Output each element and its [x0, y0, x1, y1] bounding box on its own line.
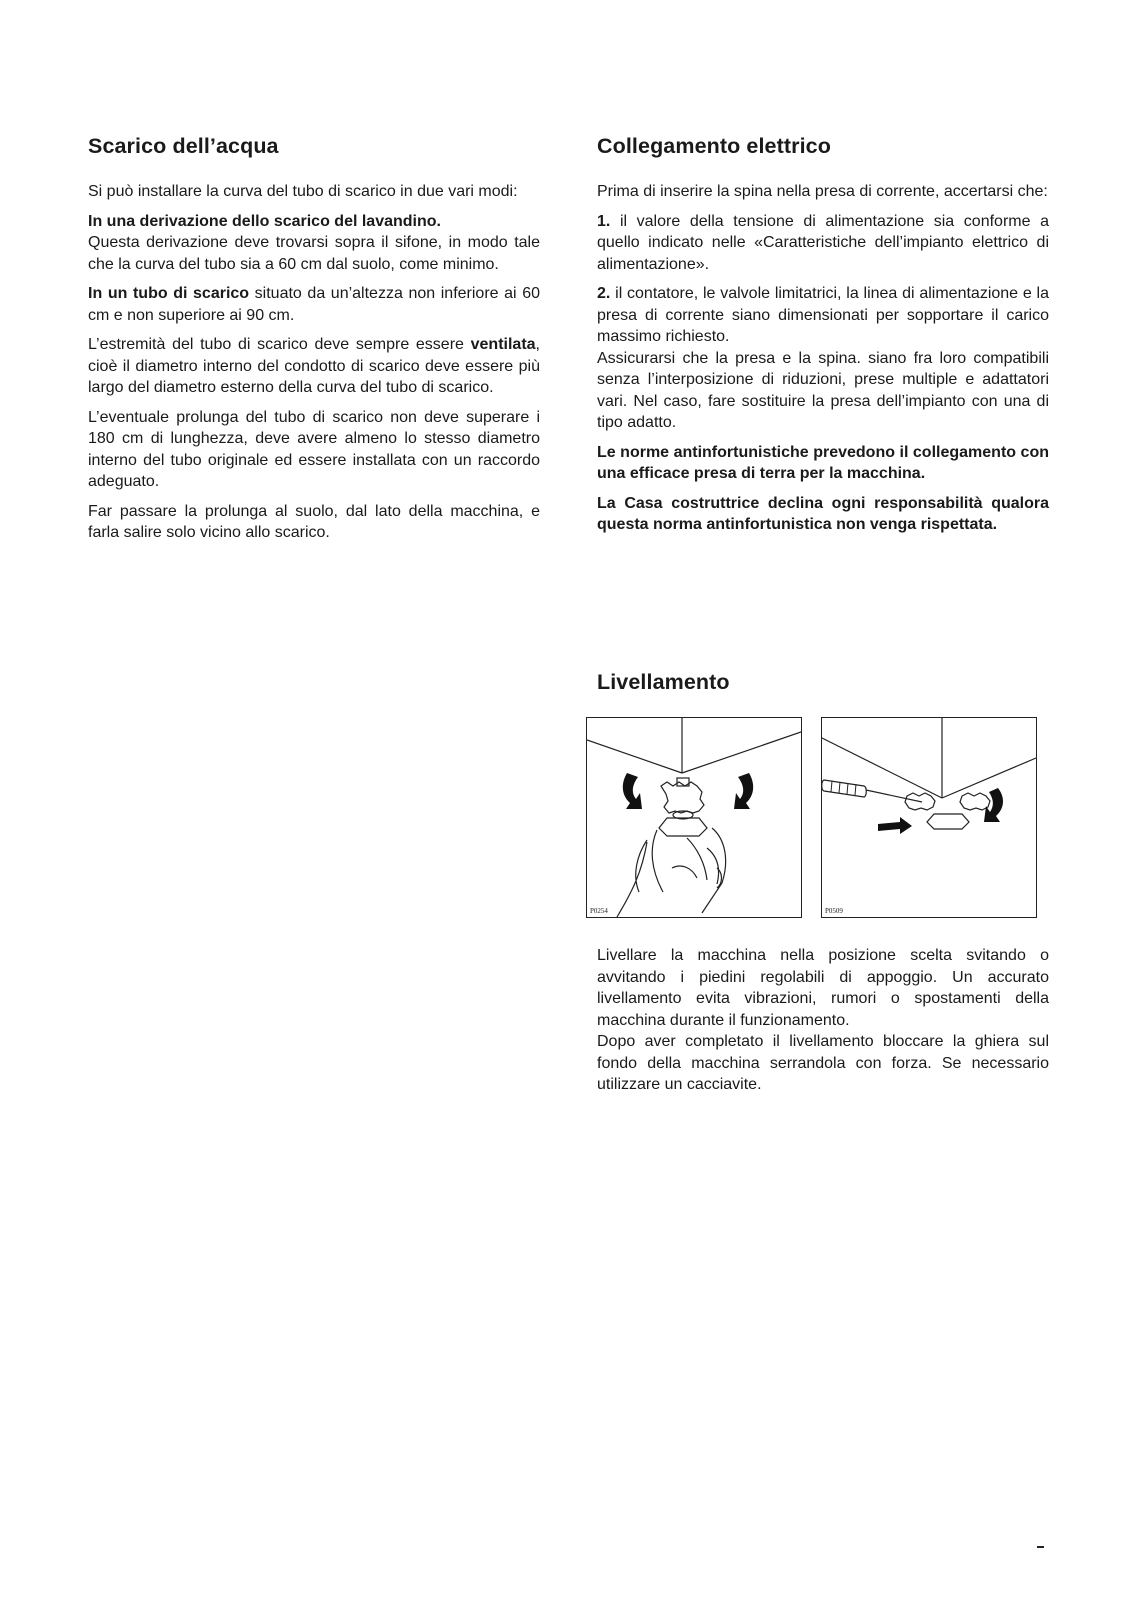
drain-option2: [88, 283, 540, 326]
drain-extension: L’eventuale prolunga del tubo di scarico non deve superare i 180 cm di lunghezza, deve avere almeno lo stesso diametro interno del tubo originale ed essere installata con un raccordo adeguato.: [88, 408, 540, 490]
electrical-item-1: [597, 211, 1049, 276]
item-2-text: il contatore, le valvole limitatrici, la linea di alimentazione e la presa di corrente siano dimensionati per sopportare il carico massimo richiesto.: [597, 285, 1049, 345]
drain-option1-title: In una derivazione dello scarico del lavandino.: [88, 212, 441, 230]
drain-option1-text: Questa derivazione deve trovarsi sopra il sifone, in modo tale che la curva del tubo sia a 60 cm dal suolo, come minimo.: [88, 234, 540, 273]
drain-intro: Si può installare la curva del tubo di scarico in due vari modi:: [88, 183, 518, 200]
electrical-compatibility: Assicurarsi che la presa e la spina. siano fra loro compatibili senza l’interposizione di riduzioni, prese multiple e adattatori vari. Nel caso, fare sostituire la presa dell’impianto con una di tipo adatto.: [597, 349, 1049, 431]
drain-ventilation-post: , cioè il diametro interno del condotto di scarico deve essere più largo del diametro esterno della curva del tubo di scarico.: [88, 336, 540, 396]
leveling-figures: [590, 717, 1049, 927]
figure-code-2: P0509: [825, 907, 843, 915]
hand-adjust-illustration: [587, 718, 801, 917]
electrical-warning-liability: La Casa costruttrice declina ogni responsabilità qualora questa norma antinfortunistica non venga rispettata.: [597, 494, 1049, 533]
figure-code-1: P0254: [590, 907, 608, 915]
electrical-intro: Prima di inserire la spina nella presa di corrente, accertarsi che:: [597, 183, 1048, 200]
figure-hand-adjust: [586, 717, 802, 918]
section-heading-drain: Scarico dell’acqua: [88, 134, 279, 158]
drain-option2-text: situato da un’altezza non inferiore ai 60 cm e non superiore ai 90 cm.: [88, 285, 541, 324]
electrical-item-2: [597, 283, 1049, 348]
drain-routing: Far passare la prolunga al suolo, dal lato della macchina, e farla salire solo vicino allo scarico.: [88, 502, 540, 541]
page-mark: [1037, 1546, 1044, 1548]
section-heading-electrical: Collegamento elettrico: [597, 134, 831, 158]
item-1-number: 1.: [597, 212, 611, 230]
screwdriver-adjust-illustration: [822, 718, 1036, 917]
item-1-text: il valore della tensione di alimentazione sia conforme a quello indicato nelle «Caratteristiche dell’impianto elettrico di alimentazione».: [597, 212, 1049, 273]
drain-ventilation: [88, 334, 540, 399]
leveling-text-2: Dopo aver completato il livellamento bloccare la ghiera sul fondo della macchina serrandola con forza. Se necessario utilizzare un cacciavite.: [597, 1033, 1049, 1093]
figure-screwdriver-adjust: [821, 717, 1037, 918]
drain-option2-title: In un tubo di scarico: [88, 285, 250, 302]
section-leveling: [590, 670, 1049, 1104]
drain-ventilation-bold: ventilata: [470, 336, 536, 353]
section-electrical: [597, 134, 1049, 544]
section-drain: [88, 134, 540, 552]
section-heading-leveling: Livellamento: [597, 670, 730, 694]
leveling-text-1: Livellare la macchina nella posizione scelta svitando o avvitando i piedini regolabili di appoggio. Un accurato livellamento evita vibrazioni, rumori o spostamenti della macchina durante il funzionamento.: [597, 947, 1049, 1029]
item-2-number: 2.: [597, 285, 611, 302]
drain-ventilation-pre: L’estremità del tubo di scarico deve sempre essere: [88, 336, 471, 353]
electrical-warning-ground: Le norme antinfortunistiche prevedono il collegamento con una efficace presa di terra per la macchina.: [597, 443, 1049, 482]
